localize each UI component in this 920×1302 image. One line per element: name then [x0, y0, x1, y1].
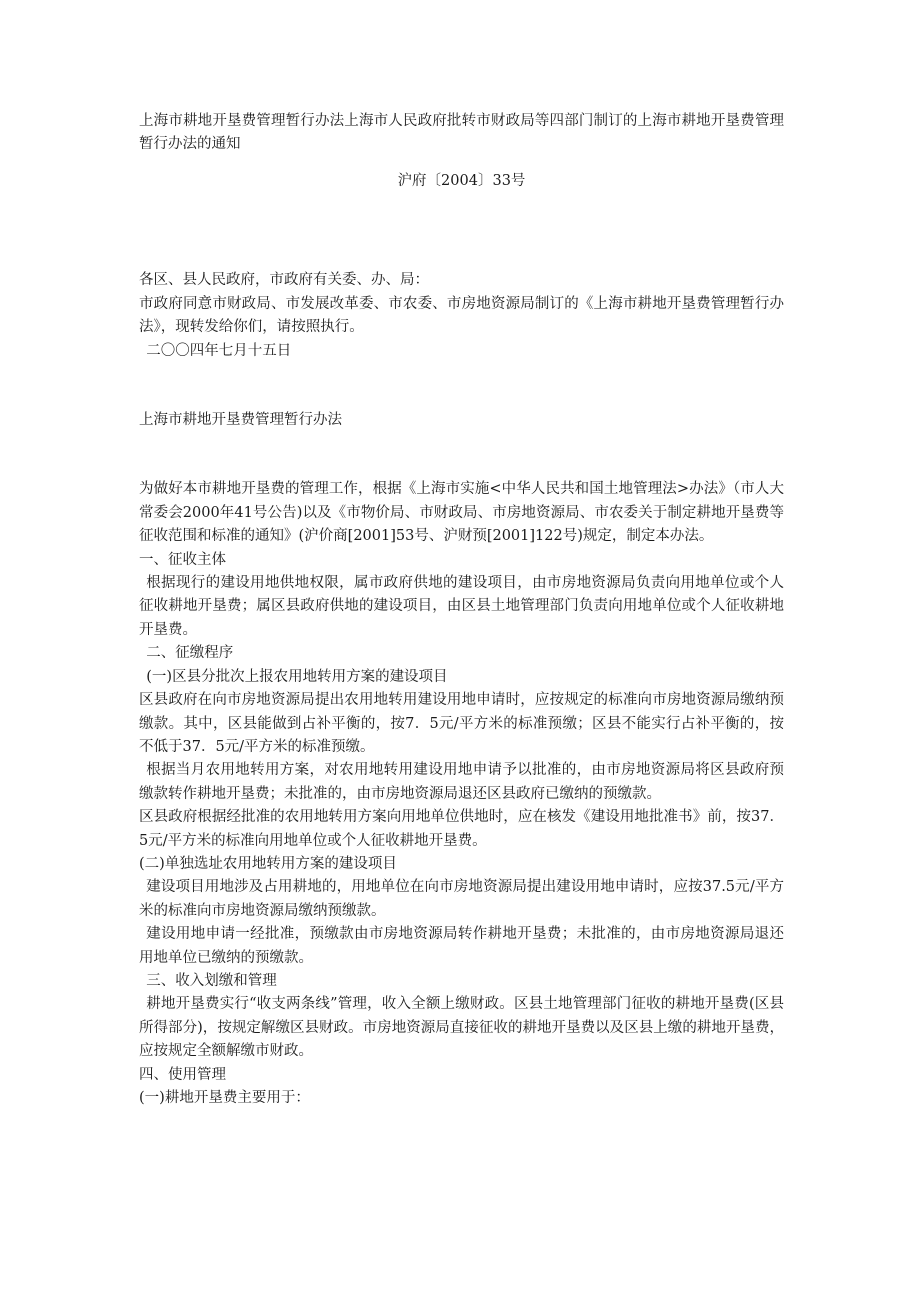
- measures-title: 上海市耕地开垦费管理暂行办法: [139, 412, 342, 429]
- section-2-sub1-para-3: 区县政府根据经批准的农用地转用方案向用地单位供地时，应在核发《建设用地批准书》前，按37．5元/平方米的标准向用地单位或个人征收耕地开垦费。: [139, 809, 784, 849]
- document-title: 上海市耕地开垦费管理暂行办法上海市人民政府批转市财政局等四部门制订的上海市耕地开垦费管理暂行办法的通知: [139, 113, 784, 152]
- section-2-subheading-1: (一)区县分批次上报农用地转用方案的建设项目: [146, 668, 448, 685]
- section-2-sub2-para-1: 建设项目用地涉及占用耕地的，用地单位在向市房地资源局提出建设用地申请时，应按37.5元/平方米的标准向市房地资源局缴纳预缴款。: [139, 879, 784, 919]
- section-2-sub1-para-1: 区县政府在向市房地资源局提出农用地转用建设用地申请时，应按规定的标准向市房地资源局缴纳预缴款。其中，区县能做到占补平衡的，按7．5元/平方米的标准预缴；区县不能实行占补平衡的，按不低于37．5元/平方米的标准预缴。: [139, 692, 784, 755]
- addressee: 各区、县人民政府，市政府有关委、办、局：: [139, 272, 429, 289]
- preamble: 为做好本市耕地开垦费的管理工作，根据《上海市实施<中华人民共和国土地管理法>办法》（市人大常委会2000年41号公告)以及《市物价局、市财政局、市房地资源局、市农委关于制定耕地开垦费等征收范围和标准的通知》(沪价商[2001]53号、沪财预[2001]122号)规定，制定本办法。: [139, 481, 784, 545]
- notice-date: 二〇〇四年七月十五日: [146, 342, 292, 359]
- section-3-body: 耕地开垦费实行“收支两条线”管理，收入全额上缴财政。区县土地管理部门征收的耕地开垦费(区县所得部分)，按规定解缴区县财政。市房地资源局直接征收的耕地开垦费以及区县上缴的耕地开垦费，应按规定全额解缴市财政。: [139, 996, 784, 1060]
- section-2-sub2-para-2: 建设用地申请一经批准，预缴款由市房地资源局转作耕地开垦费；未批准的，由市房地资源局退还用地单位已缴纳的预缴款。: [139, 926, 784, 966]
- section-2-subheading-2: (二)单独选址农用地转用方案的建设项目: [139, 855, 397, 872]
- document-page: [139, 110, 784, 1110]
- section-2-sub1-para-2: 根据当月农用地转用方案，对农用地转用建设用地申请予以批准的，由市房地资源局将区县政府预缴款转作耕地开垦费；未批准的，由市房地资源局退还区县政府已缴纳的预缴款。: [139, 762, 784, 802]
- section-1-heading: 一、征收主体: [139, 551, 226, 568]
- section-1-body: 根据现行的建设用地供地权限，属市政府供地的建设项目，由市房地资源局负责向用地单位或个人征收耕地开垦费；属区县政府供地的建设项目，由区县土地管理部门负责向用地单位或个人征收耕地开垦费。: [139, 575, 784, 638]
- section-2-heading: 二、征缴程序: [146, 645, 234, 662]
- document-number: 沪府〔2004〕33号: [397, 173, 526, 189]
- section-4-heading: 四、使用管理: [139, 1066, 226, 1083]
- notice-body: 市政府同意市财政局、市发展改革委、市农委、市房地资源局制订的《上海市耕地开垦费管理暂行办法》，现转发给你们，请按照执行。: [139, 295, 784, 336]
- section-3-heading: 三、收入划缴和管理: [146, 972, 277, 989]
- section-4-subheading-1: (一)耕地开垦费主要用于：: [139, 1090, 310, 1106]
